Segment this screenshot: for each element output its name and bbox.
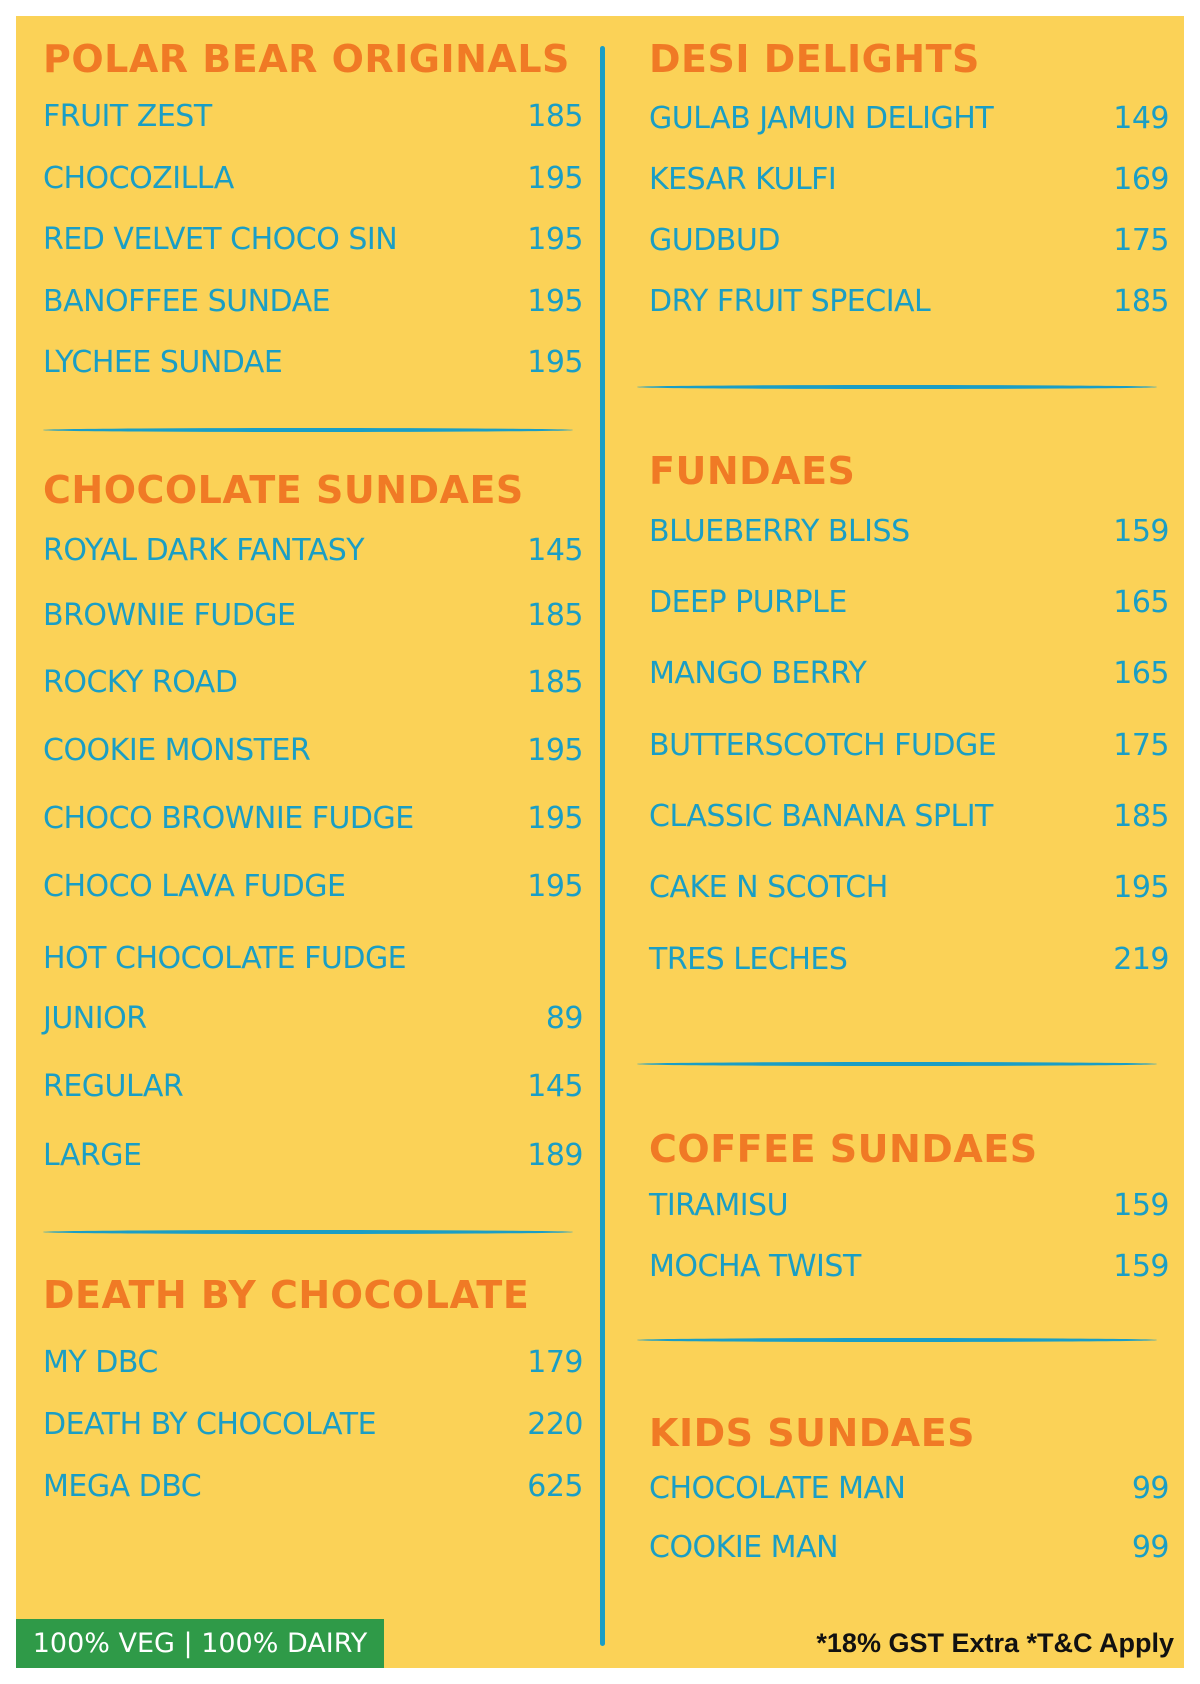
item-price: 89 [545, 1001, 583, 1036]
item-price: 175 [1113, 728, 1169, 763]
section-divider [637, 1338, 1157, 1342]
item-name: LYCHEE SUNDAE [43, 345, 283, 380]
section-title: DEATH BY CHOCOLATE [43, 1273, 530, 1317]
menu-item [649, 656, 1169, 691]
menu-item [43, 533, 583, 568]
menu-item [43, 1345, 583, 1380]
item-name: ROCKY ROAD [43, 665, 238, 700]
item-name: KESAR KULFI [649, 162, 837, 197]
menu-item [649, 1530, 1169, 1565]
item-price: 175 [1113, 223, 1169, 258]
section-coffee-sundaes [649, 1127, 1169, 1171]
menu-item [649, 514, 1169, 549]
menu-item-size [43, 1001, 583, 1036]
item-price: 169 [1113, 162, 1169, 197]
veg-dairy-badge: 100% VEG | 100% DAIRY [16, 1619, 384, 1668]
item-price: 195 [1113, 870, 1169, 905]
item-price: 185 [527, 598, 583, 633]
item-price: 220 [527, 1407, 583, 1442]
item-name: BUTTERSCOTCH FUDGE [649, 728, 997, 763]
item-name: TIRAMISU [649, 1188, 789, 1223]
menu-item [43, 869, 583, 904]
item-name: HOT CHOCOLATE FUDGE [43, 941, 407, 976]
item-price: 179 [527, 1345, 583, 1380]
section-divider [637, 1062, 1157, 1066]
menu-item-size [43, 1138, 583, 1173]
menu-item [43, 1407, 583, 1442]
item-name: TRES LECHES [649, 942, 848, 977]
item-name: FRUIT ZEST [43, 99, 212, 134]
menu-item-hot-chocolate-fudge [43, 941, 583, 976]
menu-item [649, 799, 1169, 834]
item-price: 195 [527, 801, 583, 836]
menu-item [649, 284, 1169, 319]
section-desi-delights [649, 37, 1169, 81]
menu-item [43, 665, 583, 700]
item-price: 625 [527, 1469, 583, 1504]
item-name: LARGE [43, 1138, 142, 1173]
menu-item [649, 870, 1169, 905]
menu-item [43, 345, 583, 380]
item-name: BANOFFEE SUNDAE [43, 284, 331, 319]
section-title: KIDS SUNDAES [649, 1411, 976, 1455]
item-price: 195 [527, 161, 583, 196]
section-kids-sundaes [649, 1411, 1169, 1455]
menu-item [649, 223, 1169, 258]
item-name: COOKIE MAN [649, 1530, 839, 1565]
menu-item [649, 1188, 1169, 1223]
item-price: 99 [1131, 1530, 1169, 1565]
section-divider [43, 428, 573, 432]
item-name: JUNIOR [43, 1001, 147, 1036]
menu-item [649, 585, 1169, 620]
section-chocolate-sundaes [43, 468, 583, 512]
item-price: 195 [527, 733, 583, 768]
item-name: MY DBC [43, 1345, 158, 1380]
menu-item [43, 733, 583, 768]
item-price: 195 [527, 869, 583, 904]
menu-item [649, 728, 1169, 763]
item-name: MOCHA TWIST [649, 1249, 861, 1284]
item-price: 165 [1113, 656, 1169, 691]
item-price: 149 [1113, 101, 1169, 136]
item-name: BROWNIE FUDGE [43, 598, 296, 633]
item-name: CHOCOLATE MAN [649, 1471, 906, 1506]
item-name: BLUEBERRY BLISS [649, 514, 910, 549]
menu-item [649, 942, 1169, 977]
item-name: MANGO BERRY [649, 656, 867, 691]
item-name: CHOCO BROWNIE FUDGE [43, 801, 414, 836]
item-name: ROYAL DARK FANTASY [43, 533, 365, 568]
item-name: GUDBUD [649, 223, 780, 258]
menu-item [649, 1471, 1169, 1506]
menu-item [43, 222, 583, 257]
item-name: REGULAR [43, 1069, 184, 1104]
menu-item [649, 1249, 1169, 1284]
item-price: 185 [527, 665, 583, 700]
item-name: MEGA DBC [43, 1469, 202, 1504]
menu-item [649, 101, 1169, 136]
item-price: 159 [1113, 1249, 1169, 1284]
section-title: DESI DELIGHTS [649, 37, 980, 81]
item-price: 185 [527, 99, 583, 134]
item-name: CLASSIC BANANA SPLIT [649, 799, 993, 834]
menu-item-size [43, 1069, 583, 1104]
item-price: 185 [1113, 799, 1169, 834]
item-price: 185 [1113, 284, 1169, 319]
menu-item [43, 99, 583, 134]
section-divider [637, 385, 1157, 389]
item-price: 145 [527, 533, 583, 568]
menu-item [43, 161, 583, 196]
item-price: 145 [527, 1069, 583, 1104]
menu-item [43, 801, 583, 836]
menu-item [43, 284, 583, 319]
item-price: 159 [1113, 1188, 1169, 1223]
item-name: DRY FRUIT SPECIAL [649, 284, 931, 319]
menu-item [649, 162, 1169, 197]
item-name: DEATH BY CHOCOLATE [43, 1407, 377, 1442]
menu-item [43, 598, 583, 633]
section-divider [43, 1230, 573, 1234]
menu-item [43, 1469, 583, 1504]
section-title: POLAR BEAR ORIGINALS [43, 37, 570, 81]
item-price: 195 [527, 222, 583, 257]
tax-note: *18% GST Extra *T&C Apply [816, 1628, 1174, 1658]
item-price: 195 [527, 345, 583, 380]
section-title: COFFEE SUNDAES [649, 1127, 1038, 1171]
item-price: 189 [527, 1138, 583, 1173]
item-price: 165 [1113, 585, 1169, 620]
item-name: CHOCO LAVA FUDGE [43, 869, 346, 904]
item-price: 195 [527, 284, 583, 319]
item-name: RED VELVET CHOCO SIN [43, 222, 398, 257]
item-name: CHOCOZILLA [43, 161, 234, 196]
item-name: COOKIE MONSTER [43, 733, 311, 768]
item-name: GULAB JAMUN DELIGHT [649, 101, 994, 136]
column-divider [600, 46, 605, 1646]
section-death-by-chocolate [43, 1273, 583, 1317]
item-price: 219 [1113, 942, 1169, 977]
section-title: CHOCOLATE SUNDAES [43, 468, 524, 512]
item-price: 159 [1113, 514, 1169, 549]
section-title: FUNDAES [649, 449, 856, 493]
item-name: DEEP PURPLE [649, 585, 847, 620]
item-price: 99 [1131, 1471, 1169, 1506]
item-name: CAKE N SCOTCH [649, 870, 888, 905]
section-polar-bear-originals [43, 37, 583, 81]
menu-board [16, 16, 1184, 1668]
section-fundaes [649, 449, 1169, 493]
